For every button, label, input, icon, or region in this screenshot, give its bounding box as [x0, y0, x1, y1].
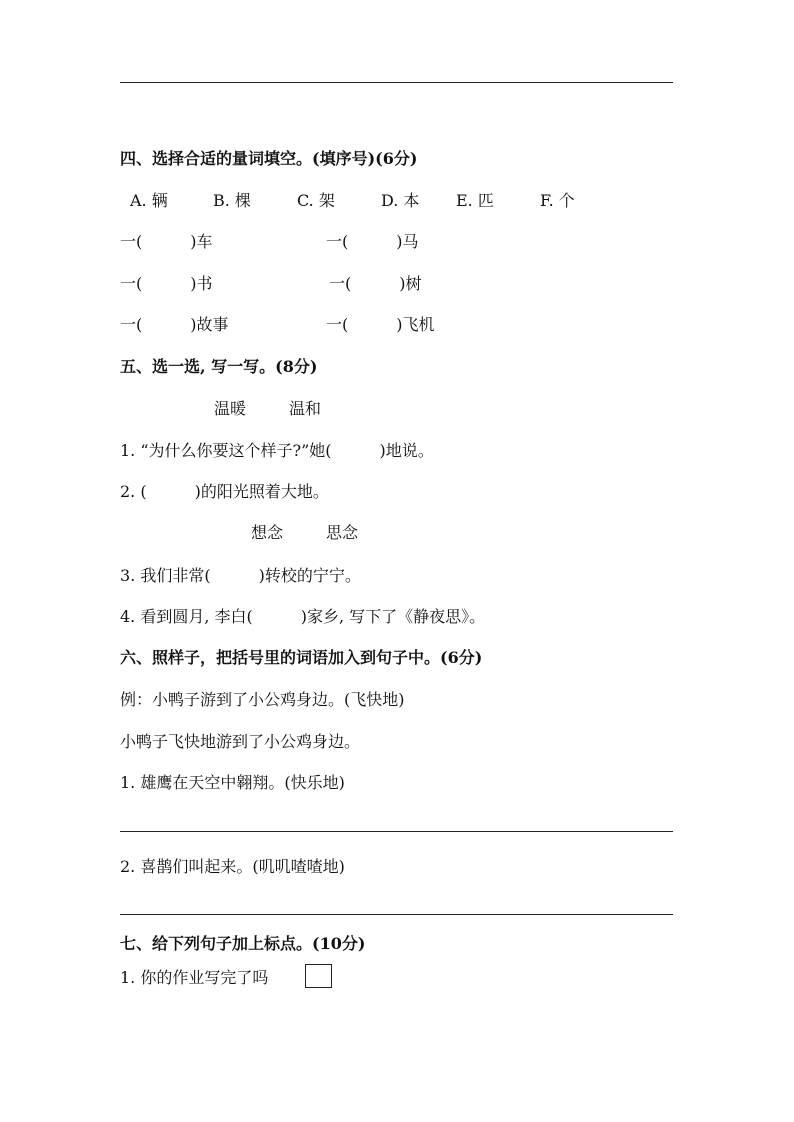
option-e: E. 匹: [456, 191, 494, 210]
sec6-question-2: 2. 喜鹊们叫起来。(叽叽喳喳地): [120, 857, 345, 876]
blank-item-book[interactable]: 一( )书: [120, 274, 213, 293]
punctuation-answer-box[interactable]: [305, 964, 332, 988]
sec6-example-answer: 小鸭子飞快地游到了小公鸡身边。: [120, 732, 361, 751]
sec7-question-1: 1. 你的作业写完了吗: [120, 968, 269, 987]
blank-item-tree[interactable]: 一( )树: [329, 274, 422, 293]
section-6-title: 六、照样子，把括号里的词语加入到句子中。(6分): [120, 648, 483, 667]
word-choice-1b: 温和: [289, 399, 322, 418]
word-choice-1a: 温暖: [214, 399, 247, 418]
option-a: A. 辆: [130, 191, 168, 210]
blank-item-plane[interactable]: 一( )飞机: [326, 315, 435, 334]
blank-item-story[interactable]: 一( )故事: [120, 315, 229, 334]
sec5-question-2[interactable]: 2. ( )的阳光照着大地。: [120, 482, 329, 501]
section-7-title: 七、给下列句子加上标点。(10分): [120, 934, 366, 953]
sec5-question-4[interactable]: 4. 看到圆月, 李白( )家乡, 写下了《静夜思》。: [120, 607, 486, 626]
top-divider: [120, 82, 673, 83]
sec6-question-1: 1. 雄鹰在天空中翱翔。(快乐地): [120, 773, 345, 792]
option-f: F. 个: [540, 191, 575, 210]
word-choice-2a: 想念: [251, 523, 284, 542]
sec5-question-3[interactable]: 3. 我们非常( )转校的宁宁。: [120, 566, 361, 585]
sec6-example: 例：小鸭子游到了小公鸡身边。(飞快地): [120, 690, 405, 709]
option-b: B. 棵: [213, 191, 251, 210]
answer-line-2[interactable]: [120, 914, 673, 915]
answer-line-1[interactable]: [120, 831, 673, 832]
blank-item-car[interactable]: 一( )车: [120, 232, 213, 251]
word-choice-2b: 思念: [326, 523, 359, 542]
section-5-title: 五、选一选, 写一写。(8分): [120, 357, 318, 376]
option-c: C. 架: [297, 191, 335, 210]
option-d: D. 本: [381, 191, 420, 210]
blank-item-horse[interactable]: 一( )马: [326, 232, 419, 251]
sec5-question-1[interactable]: 1. “为什么你要这个样子?”她( )地说。: [120, 441, 434, 460]
section-4-title: 四、选择合适的量词填空。(填序号)(6分): [120, 149, 418, 168]
